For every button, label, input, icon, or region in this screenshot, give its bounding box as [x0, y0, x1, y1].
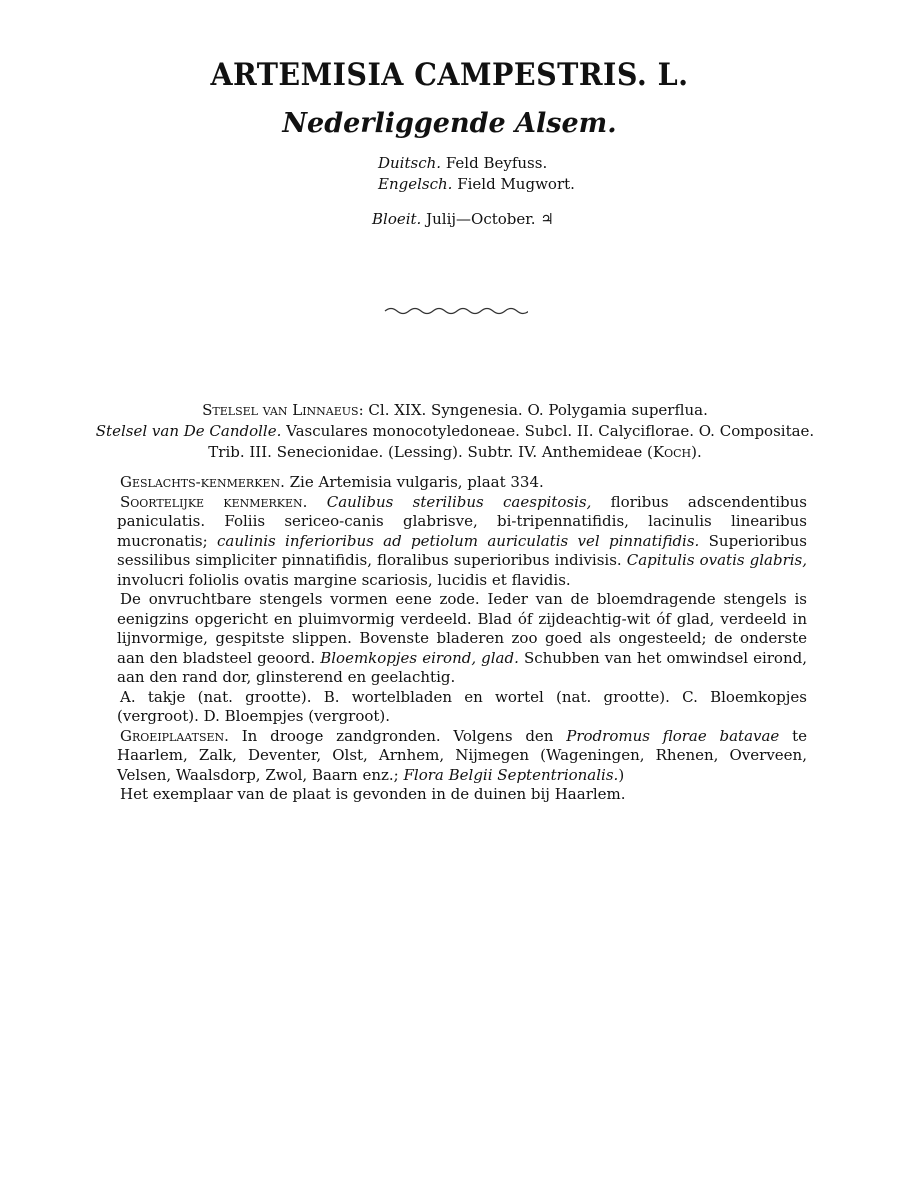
- name-german-label: Duitsch.: [378, 154, 442, 172]
- flowering-label: Bloeit.: [372, 210, 422, 228]
- species-text-3: involucri foliolis ovatis margine scariosis, lucidis et flavidis.: [117, 570, 571, 589]
- figure-legend: [117, 688, 807, 727]
- trib-koch: Koch: [652, 443, 692, 461]
- name-german: [378, 153, 575, 174]
- specimen-text: Het exemplaar van de plaat is gevonden in de duinen bij Haarlem.: [120, 785, 626, 803]
- species-label: Soortelijke kenmerken.: [120, 492, 308, 511]
- habitat-italic-1: Prodromus florae batavae: [566, 726, 780, 745]
- dutch-description: [117, 590, 807, 688]
- specimen-note: [117, 785, 807, 805]
- linnaeus-line: [95, 400, 815, 421]
- name-english: [378, 174, 575, 195]
- genus-characters: [117, 473, 807, 493]
- classification-block: [95, 400, 815, 463]
- habitat-text-1: In drooge zandgronden. Volgens den: [241, 726, 554, 745]
- figure-text: A. takje (nat. grootte). B. wortelbladen en wortel (nat. grootte). C. Bloemkopjes (vergroot). D. Bloempjes (vergroot).: [117, 687, 807, 725]
- species-text-1: floribus adscendentibus paniculatis. Foliis sericeo-canis glabrisve, bi-tripennatifidis, lacinulis linearibus mucronatis;: [117, 492, 807, 550]
- trib-end: ).: [691, 443, 702, 461]
- trib-line: [95, 442, 815, 463]
- species-characters: [117, 493, 807, 591]
- name-english-label: Engelsch.: [378, 175, 453, 193]
- species-text-2: Superioribus sessilibus simpliciter pinnatifidis, floralibus superioribus indivisis.: [117, 531, 807, 569]
- habitat: [117, 727, 807, 786]
- species-italic-1: Caulibus sterilibus caespitosis,: [326, 492, 592, 511]
- habitat-italic-2: Flora Belgii Septentrionalis.: [403, 765, 619, 784]
- description-body: [117, 473, 807, 805]
- habitat-label: Groeiplaatsen.: [120, 726, 229, 745]
- candolle-line: [95, 421, 815, 442]
- habitat-text-3: ): [618, 765, 625, 784]
- name-german-value: Feld Beyfuss.: [445, 154, 548, 172]
- genus-label: Geslachts-kenmerken.: [120, 473, 285, 491]
- common-names: [378, 153, 575, 195]
- desc-text-1: De onvruchtbare stengels vormen eene zode. Ieder van de bloemdragende stengels is eenigzins opgericht en pluimvormig verdeeld. Blad óf zijdeachtig-wit óf glad, verdeeld in lijnvormige, gespitste slippen. Bovenste bladeren zoo goed als ongesteeld; de onderste aan den bladsteel geoord.: [117, 590, 807, 667]
- name-english-value: Field Mugwort.: [457, 175, 575, 193]
- ornament-divider: [383, 305, 528, 317]
- species-italic-2: caulinis inferioribus ad petiolum auriculatis vel pinnatifidis.: [216, 531, 700, 550]
- habitat-text-2: te Haarlem, Zalk, Deventer, Olst, Arnhem, Nijmegen (Wageningen, Rhenen, Overveen, Velsen, Waalsdorp, Zwol, Baarn enz.;: [117, 726, 807, 784]
- species-italic-3: Capitulis ovatis glabris,: [626, 551, 807, 569]
- candolle-label: Stelsel van De Candolle.: [95, 422, 282, 440]
- page-subtitle: Nederliggende Alsem.: [282, 108, 617, 139]
- flowering-period: [372, 210, 554, 228]
- page-title: ARTEMISIA CAMPESTRIS. L.: [210, 57, 689, 93]
- genus-text: Zie Artemisia vulgaris, plaat 334.: [289, 473, 544, 491]
- candolle-text: Vasculares monocotyledoneae. Subcl. II. Calyciflorae. O. Compositae.: [286, 422, 815, 440]
- flowering-value: Julij—October.: [426, 210, 536, 228]
- linnaeus-label: Stelsel van Linnaeus:: [202, 401, 364, 419]
- linnaeus-text: Cl. XIX. Syngenesia. O. Polygamia superflua.: [368, 401, 708, 419]
- desc-text-2: Schubben van het omwindsel eirond, aan den rand dor, glinsterend en geelachtig.: [117, 648, 807, 686]
- desc-italic: Bloemkopjes eirond, glad.: [320, 648, 519, 667]
- perennial-symbol: ♃: [540, 210, 554, 228]
- trib-text: Trib. III. Senecionidae. (Lessing). Subtr. IV. Anthemideae (: [208, 443, 653, 461]
